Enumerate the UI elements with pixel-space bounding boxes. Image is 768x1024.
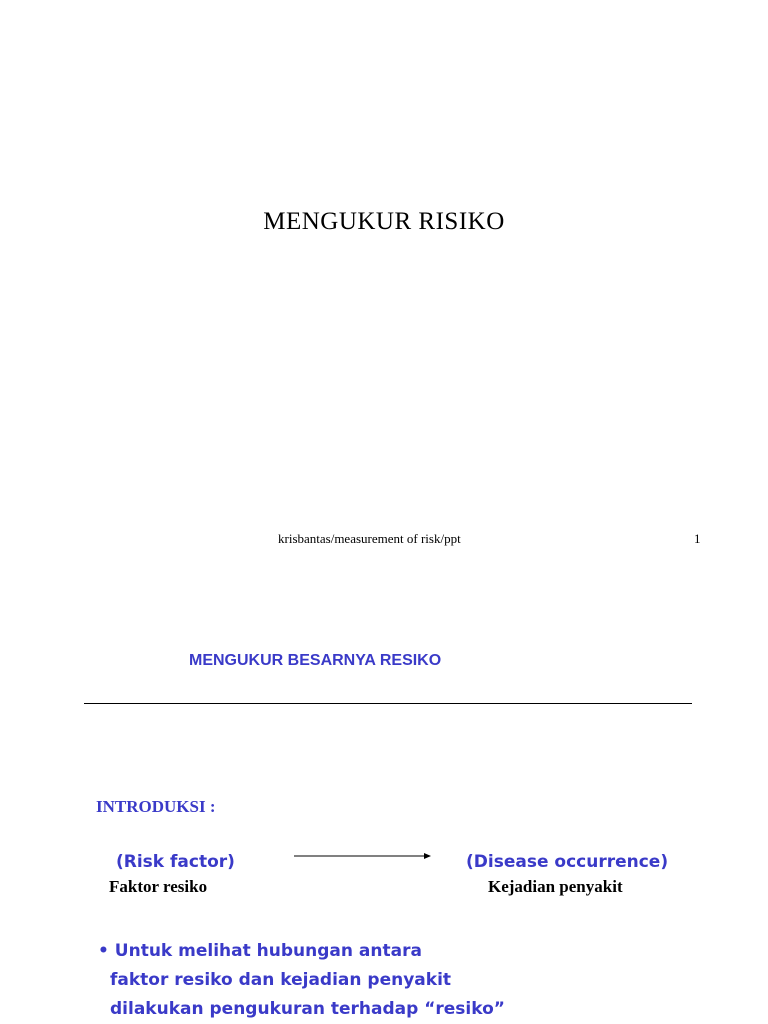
slide2-title: MENGUKUR BESARNYA RESIKO	[189, 652, 442, 669]
slide-page-number: 1	[694, 531, 701, 546]
bullet-line: dilakukan pengukuran terhadap “resiko”	[110, 999, 505, 1019]
faktor-resiko-label: Faktor resiko	[109, 877, 208, 896]
slide1-title: MENGUKUR RISIKO	[263, 208, 505, 235]
kejadian-penyakit-label: Kejadian penyakit	[488, 877, 623, 896]
bullet-list	[98, 937, 505, 1024]
title-divider	[84, 703, 692, 704]
bullet-line: • Untuk melihat hubungan antara	[98, 941, 422, 961]
intro-heading: INTRODUKSI :	[96, 797, 216, 816]
risk-factor-label: (Risk factor)	[116, 852, 235, 872]
bullet-line: faktor resiko dan kejadian penyakit	[110, 970, 452, 990]
arrow-right-icon	[294, 848, 434, 862]
disease-occurrence-label: (Disease occurrence)	[466, 852, 669, 872]
slide-footer-source: krisbantas/measurement of risk/ppt	[278, 531, 461, 546]
